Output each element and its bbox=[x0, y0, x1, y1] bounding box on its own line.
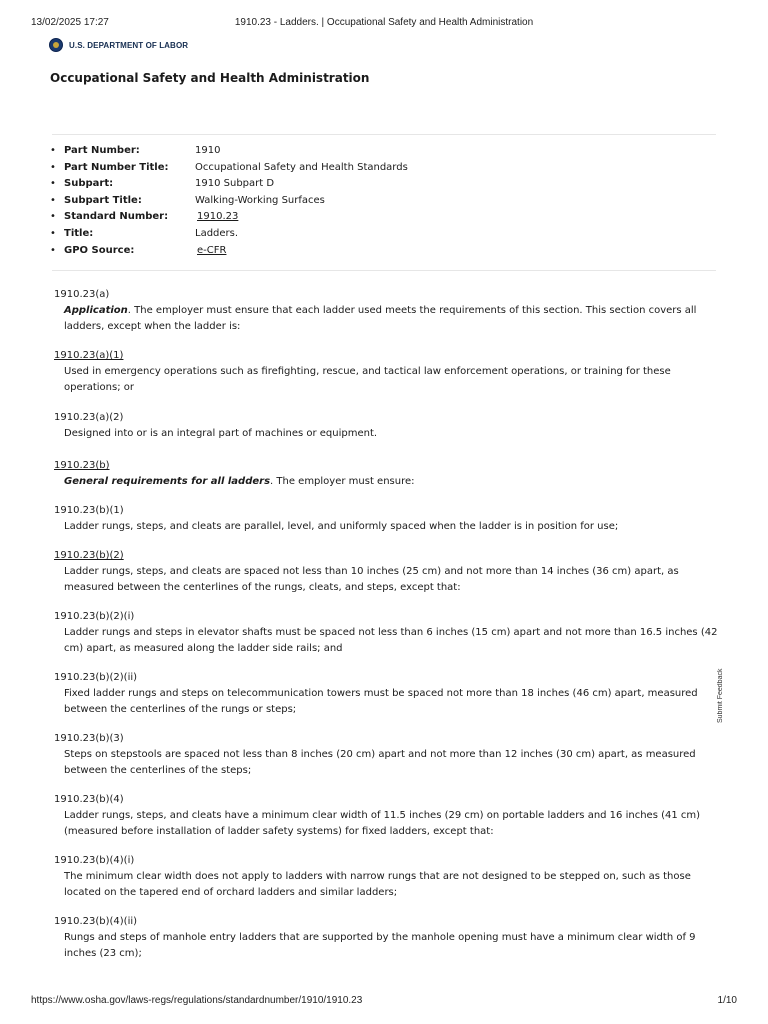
metadata-item bbox=[50, 209, 718, 226]
paragraph-body: Ladder rungs, steps, and cleats are parallel, level, and uniformly spaced when the ladder is in position for use; bbox=[64, 521, 619, 532]
divider-top bbox=[52, 134, 716, 135]
paragraph-body: . The employer must ensure that each ladder used meets the requirements of this section. This section covers all ladders, except when the ladder is: bbox=[64, 305, 697, 332]
paragraph-id: 1910.23(b)(1) bbox=[54, 505, 124, 516]
bullet-icon: • bbox=[50, 194, 56, 206]
metadata-label: Part Number: bbox=[64, 145, 140, 156]
metadata-item bbox=[50, 193, 718, 210]
metadata-label: Subpart Title: bbox=[64, 194, 142, 206]
metadata-value: 1910 bbox=[195, 145, 221, 156]
paragraph-text bbox=[54, 686, 718, 718]
regulation-paragraph bbox=[54, 609, 718, 657]
regulation-paragraph bbox=[54, 348, 718, 396]
regulation-paragraph bbox=[54, 670, 718, 718]
metadata-link[interactable]: e-CFR bbox=[197, 244, 227, 256]
metadata-item bbox=[50, 226, 718, 243]
standard-metadata-list bbox=[50, 143, 718, 259]
regulation-content bbox=[54, 287, 718, 962]
metadata-label: Subpart: bbox=[64, 178, 114, 190]
metadata-link[interactable]: 1910.23 bbox=[197, 211, 239, 223]
bullet-icon: • bbox=[50, 178, 56, 190]
regulation-paragraph bbox=[54, 914, 718, 962]
paragraph-body: Fixed ladder rungs and steps on telecommunication towers must be spaced not more than 18 inches (46 cm) apart, measured between the centerlines of the rungs or steps; bbox=[64, 688, 698, 715]
bullet-icon: • bbox=[50, 145, 56, 156]
metadata-value: Occupational Safety and Health Standards bbox=[195, 161, 408, 173]
metadata-label: Title: bbox=[64, 227, 94, 239]
department-name[interactable]: U.S. DEPARTMENT OF LABOR bbox=[69, 40, 189, 50]
paragraph-text bbox=[54, 869, 718, 901]
paragraph-text bbox=[54, 303, 718, 335]
metadata-item bbox=[50, 160, 718, 177]
paragraph-id: 1910.23(b)(4)(ii) bbox=[54, 916, 138, 927]
dol-seal-icon bbox=[49, 38, 63, 52]
paragraph-text bbox=[54, 426, 718, 442]
regulation-paragraph bbox=[54, 548, 718, 596]
agency-title[interactable]: Occupational Safety and Health Administration bbox=[50, 71, 370, 85]
print-datetime: 13/02/2025 17:27 bbox=[31, 17, 109, 28]
paragraph-body: Ladder rungs and steps in elevator shafts must be spaced not less than 6 inches (15 cm) apart and not more than 16.5 inches (42 cm) apart, as measured along the ladder side rails; and bbox=[64, 627, 718, 654]
paragraph-body: The minimum clear width does not apply to ladders with narrow rungs that are not designed to be stepped on, such as those located on the tapered end of orchard ladders and similar ladders; bbox=[64, 871, 691, 898]
metadata-value: Ladders. bbox=[195, 227, 239, 239]
metadata-item bbox=[50, 243, 718, 260]
paragraph-id: 1910.23(a)(2) bbox=[54, 412, 124, 423]
regulation-paragraph bbox=[54, 410, 718, 442]
paragraph-id-link[interactable]: 1910.23(a)(1) bbox=[54, 350, 124, 361]
paragraph-id: 1910.23(b)(2)(ii) bbox=[54, 672, 138, 683]
paragraph-body: . The employer must ensure: bbox=[270, 476, 415, 487]
regulation-paragraph bbox=[54, 458, 718, 490]
print-document-title: 1910.23 - Ladders. | Occupational Safety and Health Administration bbox=[234, 17, 534, 28]
page-number: 1/10 bbox=[717, 995, 737, 1006]
paragraph-body: Ladder rungs, steps, and cleats are spaced not less than 10 inches (25 cm) and not more than 14 inches (36 cm) apart, as measured between the centerlines of the rungs, cleats, and steps, except that: bbox=[64, 566, 679, 593]
bullet-icon: • bbox=[50, 211, 56, 223]
print-url: https://www.osha.gov/laws-regs/regulations/standardnumber/1910/1910.23 bbox=[31, 995, 363, 1006]
metadata-label: Part Number Title: bbox=[64, 161, 169, 173]
metadata-item bbox=[50, 143, 718, 160]
metadata-value: 1910 Subpart D bbox=[195, 178, 275, 190]
regulation-paragraph bbox=[54, 731, 718, 779]
paragraph-heading: General requirements for all ladders bbox=[64, 476, 271, 487]
paragraph-body: Designed into or is an integral part of machines or equipment. bbox=[64, 428, 378, 439]
bullet-icon: • bbox=[50, 161, 56, 173]
paragraph-id: 1910.23(b)(4)(i) bbox=[54, 855, 135, 866]
paragraph-body: Rungs and steps of manhole entry ladders that are supported by the manhole opening must have a minimum clear width of 9 inches (23 cm); bbox=[64, 932, 696, 959]
submit-feedback-button[interactable]: Submit Feedback bbox=[717, 668, 724, 724]
paragraph-id-link[interactable]: 1910.23(b) bbox=[54, 460, 110, 471]
paragraph-text bbox=[54, 474, 718, 490]
paragraph-text bbox=[54, 364, 718, 396]
paragraph-text bbox=[54, 625, 718, 657]
regulation-paragraph bbox=[54, 503, 718, 535]
paragraph-body: Steps on stepstools are spaced not less than 8 inches (20 cm) apart and not more than 12 inches (30 cm) apart, as measured between the centerlines of the steps; bbox=[64, 749, 696, 776]
bullet-icon: • bbox=[50, 244, 56, 256]
paragraph-id: 1910.23(b)(3) bbox=[54, 733, 124, 744]
paragraph-text bbox=[54, 747, 718, 779]
paragraph-text bbox=[54, 808, 718, 840]
paragraph-text bbox=[54, 930, 718, 962]
metadata-item bbox=[50, 176, 718, 193]
metadata-value: Walking-Working Surfaces bbox=[195, 194, 325, 206]
metadata-label: Standard Number: bbox=[64, 211, 169, 223]
divider-bottom bbox=[52, 270, 716, 271]
paragraph-text bbox=[54, 519, 718, 535]
paragraph-heading: Application bbox=[64, 305, 128, 316]
paragraph-id-link[interactable]: 1910.23(b)(2) bbox=[54, 550, 124, 561]
metadata-label: GPO Source: bbox=[64, 244, 135, 256]
paragraph-text bbox=[54, 564, 718, 596]
dol-banner[interactable] bbox=[49, 38, 188, 52]
paragraph-body: Used in emergency operations such as firefighting, rescue, and tactical law enforcement operations, or training for these operations; or bbox=[64, 366, 671, 393]
paragraph-id: 1910.23(a) bbox=[54, 289, 110, 300]
regulation-paragraph bbox=[54, 792, 718, 840]
paragraph-body: Ladder rungs, steps, and cleats have a minimum clear width of 11.5 inches (29 cm) on portable ladders and 16 inches (41 cm) (measured before installation of ladder safety systems) for fixed ladders, except that: bbox=[64, 810, 701, 837]
paragraph-id: 1910.23(b)(2)(i) bbox=[54, 611, 135, 622]
regulation-paragraph bbox=[54, 853, 718, 901]
regulation-paragraph bbox=[54, 287, 718, 335]
paragraph-id: 1910.23(b)(4) bbox=[54, 794, 124, 805]
bullet-icon: • bbox=[50, 227, 56, 239]
